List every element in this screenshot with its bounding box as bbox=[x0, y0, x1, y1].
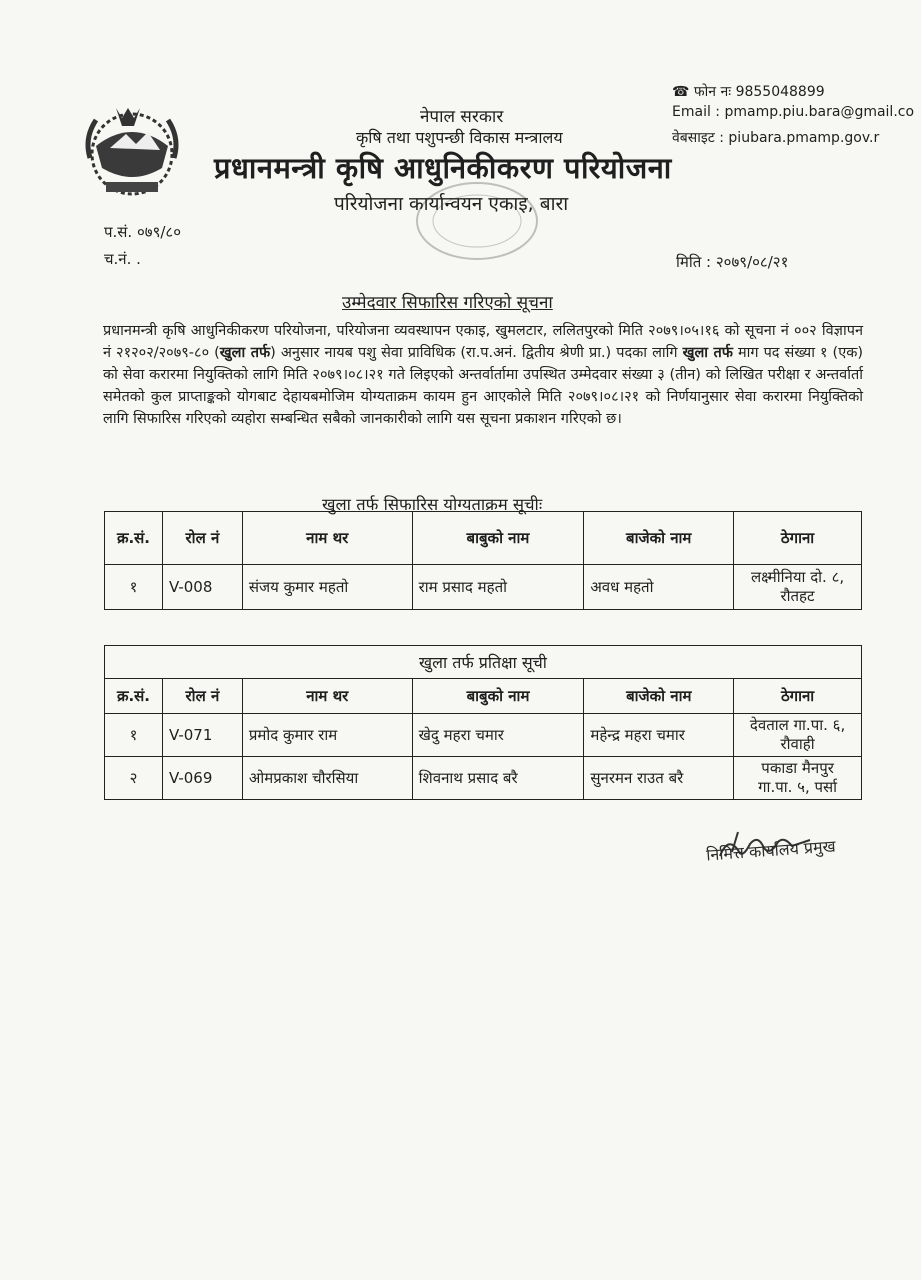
email-address: Email : pmamp.piu.bara@gmail.co bbox=[672, 104, 915, 120]
address-line-1: देवताल गा.पा. ६, bbox=[749, 716, 846, 734]
header-grandfather: बाजेको नाम bbox=[584, 679, 734, 714]
table-row bbox=[105, 565, 862, 610]
header-roll: रोल नं bbox=[162, 512, 242, 565]
cell-father: राम प्रसाद महतो bbox=[412, 565, 584, 610]
header-father: बाबुको नाम bbox=[412, 512, 584, 565]
header-name: नाम थर bbox=[242, 512, 412, 565]
cell-address bbox=[734, 757, 862, 800]
cell-address bbox=[734, 565, 862, 610]
cell-address bbox=[734, 714, 862, 757]
cell-sn: २ bbox=[105, 757, 163, 800]
address-line-1: लक्ष्मीनिया दो. ८, bbox=[750, 568, 845, 586]
website-address: वेबसाइट : piubara.pmamp.gov.r bbox=[672, 130, 880, 146]
header-name: नाम थर bbox=[242, 679, 412, 714]
letter-ps-number: प.सं. ०७९/८० bbox=[104, 223, 182, 241]
recommended-table bbox=[104, 511, 862, 610]
cell-name: प्रमोद कुमार राम bbox=[242, 714, 412, 757]
government-name: नेपाल सरकार bbox=[420, 107, 504, 127]
cell-roll: V-069 bbox=[162, 757, 242, 800]
cell-grandfather: महेन्द्र महरा चमार bbox=[584, 714, 734, 757]
phone-number: ☎ फोन नः 9855048899 bbox=[672, 84, 825, 100]
waiting-title-row bbox=[105, 646, 862, 679]
cell-grandfather: सुनरमन राउत बरै bbox=[584, 757, 734, 800]
notice-title: उम्मेदवार सिफारिस गरिएको सूचना bbox=[342, 293, 553, 313]
cell-roll: V-071 bbox=[162, 714, 242, 757]
para-text-1: प्रधानमन्त्री कृषि आधुनिकीकरण परियोजना, परियोजना व्यवस्थापन एकाइ, खुमलटार, ललितपुरको मिति २०७९।०५।१६ को सूचना नं ००२ विज्ञापन नं २१२०२/२०७९-८० ( bbox=[103, 323, 863, 361]
address-line-1: पकाडा मैनपुर bbox=[761, 759, 834, 777]
nepal-government-emblem-icon bbox=[76, 98, 188, 202]
address-line-2: रौवाही bbox=[780, 735, 815, 753]
cell-father: खेदु महरा चमार bbox=[412, 714, 584, 757]
header-address: ठेगाना bbox=[734, 679, 862, 714]
para-text-3: माग पद संख्या १ (एक) को सेवा करारमा नियुक्तिको लागि मिति २०७९।०८।२१ गते लिइएको अन्तर्वार्तामा उपस्थित उम्मेदवार संख्या ३ (तीन) को लिखित परीक्षा र अन्तर्वार्ता समेतको कुल प्राप्ताङ्कको योगबाट देहायबमोजिम योग्यताक्रम कायम हुन आएकोले मिति २०७९।०८।२१ को निर्णयानुसार सेवा करारमा नियुक्तिको लागि सिफारिस गरिएको व्यहोरा सम्बन्धित सबैको जानकारीको लागि यस सूचना प्रकाशन गरिएको छ। bbox=[103, 345, 864, 427]
waiting-table bbox=[104, 645, 862, 800]
cell-name: ओमप्रकाश चौरसिया bbox=[242, 757, 412, 800]
cell-sn: १ bbox=[105, 714, 163, 757]
cell-grandfather: अवध महतो bbox=[584, 565, 734, 610]
header-father: बाबुको नाम bbox=[412, 679, 584, 714]
header-sn: क्र.सं. bbox=[105, 679, 163, 714]
cell-sn: १ bbox=[105, 565, 163, 610]
waiting-list-title: खुला तर्फ प्रतिक्षा सूची bbox=[105, 646, 862, 679]
letter-date: मिति : २०७९/०८/२१ bbox=[676, 253, 789, 271]
ministry-name: कृषि तथा पशुपन्छी विकास मन्त्रालय bbox=[356, 128, 563, 147]
header-grandfather: बाजेको नाम bbox=[584, 512, 734, 565]
address-line-2: रौतहट bbox=[780, 587, 815, 605]
office-name: परियोजना कार्यान्वयन एकाइ, बारा bbox=[334, 193, 569, 215]
signatory-title: निमित्त कार्यालय प्रमुख bbox=[705, 836, 837, 865]
table-row bbox=[105, 757, 862, 800]
project-name: प्रधानमन्त्री कृषि आधुनिकीकरण परियोजना bbox=[214, 151, 672, 185]
recommended-list-title: खुला तर्फ सिफारिस योग्यताक्रम सूचीः bbox=[322, 495, 543, 514]
cell-roll: V-008 bbox=[162, 565, 242, 610]
cell-name: संजय कुमार महतो bbox=[242, 565, 412, 610]
notice-paragraph bbox=[103, 320, 863, 430]
address-line-2: गा.पा. ५, पर्सा bbox=[758, 778, 838, 796]
para-text-2: ) अनुसार नायब पशु सेवा प्राविधिक (रा.प.अनं. द्वितीय श्रेणी प्रा.) पदका लागि bbox=[270, 345, 683, 361]
header-roll: रोल नं bbox=[162, 679, 242, 714]
table-header-row bbox=[105, 512, 862, 565]
para-bold-1: खुला तर्फ bbox=[219, 345, 271, 361]
dispatch-number: च.नं. . bbox=[104, 250, 141, 268]
table-row bbox=[105, 714, 862, 757]
table-header-row bbox=[105, 679, 862, 714]
para-bold-2: खुला तर्फ bbox=[682, 345, 733, 361]
header-address: ठेगाना bbox=[734, 512, 862, 565]
header-sn: क्र.सं. bbox=[105, 512, 163, 565]
cell-father: शिवनाथ प्रसाद बरै bbox=[412, 757, 584, 800]
